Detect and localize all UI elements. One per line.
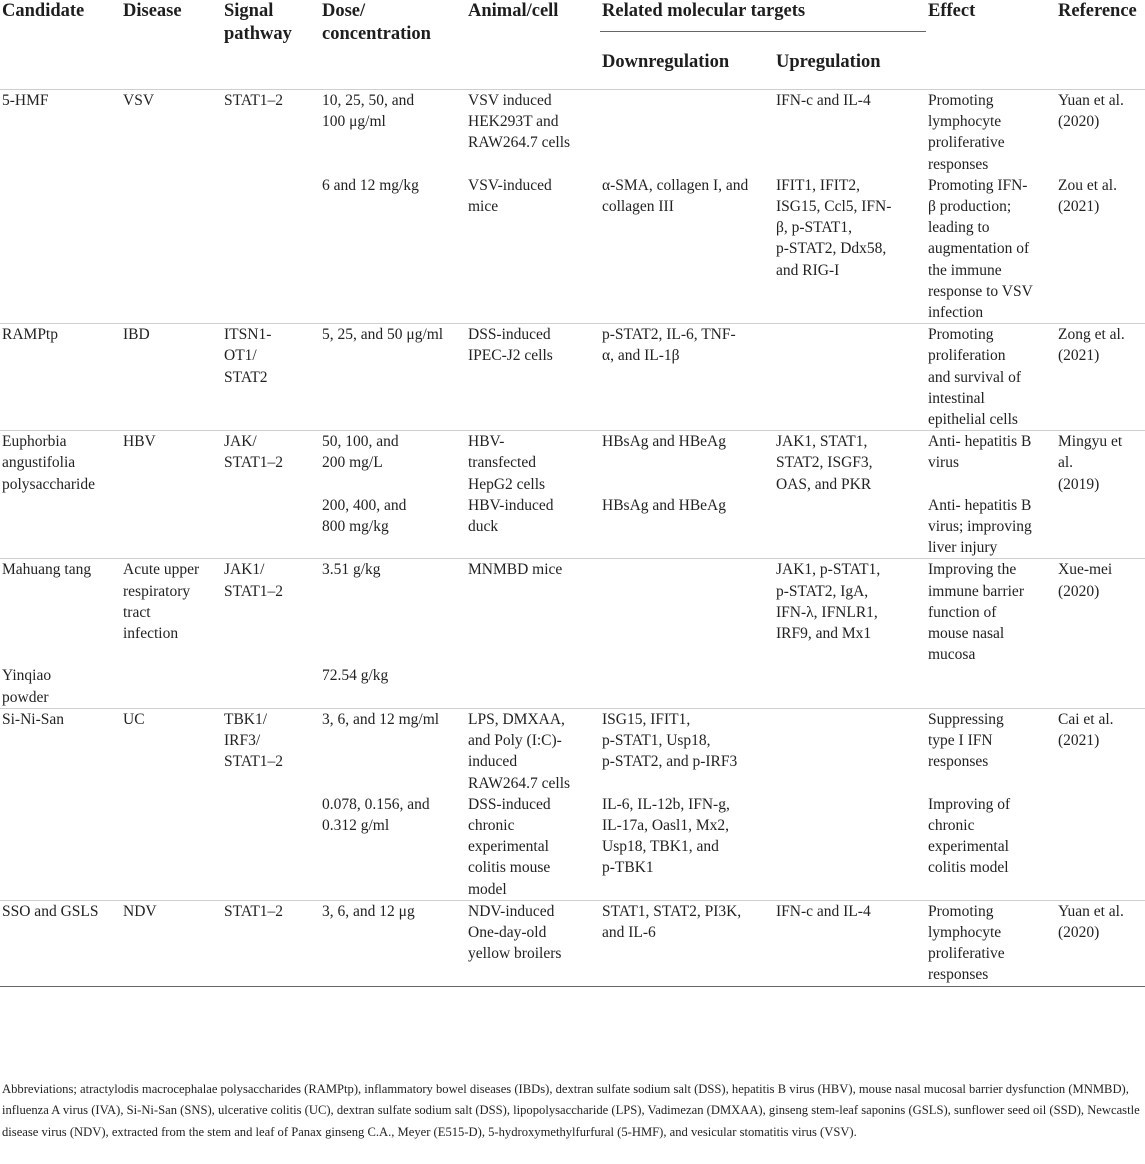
cell-up <box>774 900 926 986</box>
cell-candidate <box>0 794 121 901</box>
cell-effect <box>926 175 1056 324</box>
effect-line: epithelial cells <box>928 411 1018 429</box>
animal-line: and Poly (I:C)- <box>468 732 562 750</box>
effect-line: leading to <box>928 219 990 237</box>
down-line: α, and IL-1β <box>602 347 680 365</box>
up-line: JAK1, STAT1, <box>776 433 868 451</box>
animal-line: DSS-induced <box>468 795 551 813</box>
effect-line: virus; improving <box>928 518 1032 536</box>
effect-line: Promoting <box>928 92 994 109</box>
cell-reference <box>1056 900 1145 986</box>
table-row <box>0 794 1145 901</box>
cell-animal <box>466 90 600 175</box>
cell-up <box>774 665 926 708</box>
down-line: HBsAg and HBeAg <box>602 433 726 451</box>
effect-line: Promoting <box>928 326 994 344</box>
animal-line: DSS-induced <box>468 326 551 344</box>
down-line: p-TBK1 <box>602 859 654 877</box>
effect-line: Promoting IFN- <box>928 176 1028 194</box>
cell-effect <box>926 495 1056 559</box>
pathway-line: TBK1/ <box>224 710 268 728</box>
up-line: p-STAT2, Ddx58, <box>776 240 887 258</box>
animal-line: HBV- <box>468 433 505 451</box>
animal-line: mice <box>468 198 499 216</box>
effect-line: Promoting <box>928 902 994 920</box>
table-row <box>0 431 1145 495</box>
down-line: p-STAT2, IL-6, TNF- <box>602 326 736 344</box>
animal-line: HBV-induced <box>468 496 554 514</box>
table-row <box>0 708 1145 793</box>
cell-reference <box>1056 794 1145 901</box>
effect-line: proliferation <box>928 347 1006 365</box>
cell-up <box>774 324 926 431</box>
cell-effect <box>926 90 1056 175</box>
effect-line: Suppressing <box>928 710 1004 728</box>
cell-candidate <box>0 900 121 986</box>
cell-dose <box>320 175 466 324</box>
animal-line: VSV-induced <box>468 176 552 194</box>
cell-pathway <box>222 90 320 175</box>
effect-line: Improving the <box>928 561 1017 579</box>
effect-line: liver injury <box>928 539 998 557</box>
cell-reference <box>1056 665 1145 708</box>
table-row <box>0 324 1145 431</box>
reference-line: Xue-mei <box>1058 561 1113 579</box>
cell-pathway <box>222 175 320 324</box>
dose-line: 72.54 g/kg <box>322 667 389 685</box>
reference-line: (2020) <box>1058 923 1100 941</box>
cell-pathway <box>222 495 320 559</box>
cell-reference <box>1056 175 1145 324</box>
cell-pathway <box>222 665 320 708</box>
reference-line: (2020) <box>1058 582 1100 600</box>
cell-dose <box>320 431 466 495</box>
up-line: IFN-c and IL-4 <box>776 902 871 920</box>
reference-line: Zou et al. <box>1058 176 1117 194</box>
animal-line: HEK293T and <box>468 113 559 131</box>
animal-line: RAW264.7 cells <box>468 774 571 792</box>
pathway-line: STAT1–2 <box>224 582 284 600</box>
dose-line: 5, 25, and 50 μg/ml <box>322 326 444 344</box>
pathway-line: STAT1–2 <box>224 92 284 109</box>
candidate-line: 5-HMF <box>2 92 49 109</box>
animal-line: induced <box>468 753 518 771</box>
cell-dose <box>320 708 466 793</box>
cell-candidate <box>0 90 121 175</box>
dose-line: 3.51 g/kg <box>322 561 381 579</box>
cell-down <box>600 794 774 901</box>
cell-up <box>774 175 926 324</box>
animal-line: colitis mouse <box>468 859 551 877</box>
cell-disease <box>121 794 222 901</box>
cell-pathway <box>222 559 320 666</box>
cell-animal <box>466 708 600 793</box>
disease-line: tract <box>123 603 151 621</box>
animal-line: IPEC-J2 cells <box>468 347 553 365</box>
pathway-line: STAT1–2 <box>224 902 284 920</box>
effect-line: chronic <box>928 816 975 834</box>
effect-line: response to VSV <box>928 282 1033 300</box>
effect-line: the immune <box>928 261 1002 279</box>
candidate-line: RAMPtp <box>2 326 58 344</box>
cell-disease <box>121 559 222 666</box>
dose-line: 3, 6, and 12 mg/ml <box>322 710 440 728</box>
cell-reference <box>1056 90 1145 175</box>
animal-line: One-day-old <box>468 923 547 941</box>
cell-dose <box>320 90 466 175</box>
dose-line: 6 and 12 mg/kg <box>322 176 419 194</box>
cell-disease <box>121 495 222 559</box>
cell-animal <box>466 665 600 708</box>
reference-line: (2021) <box>1058 347 1100 365</box>
pathway-line: JAK1/ <box>224 561 265 579</box>
down-line: IL-17a, Oasl1, Mx2, <box>602 816 729 834</box>
cell-candidate <box>0 559 121 666</box>
cell-effect <box>926 324 1056 431</box>
animal-line: transfected <box>468 454 536 472</box>
up-line: IRF9, and Mx1 <box>776 625 872 643</box>
down-line: ISG15, IFIT1, <box>602 710 691 728</box>
effect-line: β production; <box>928 198 1012 216</box>
disease-line: UC <box>123 710 145 728</box>
cell-reference <box>1056 324 1145 431</box>
cell-candidate <box>0 495 121 559</box>
animal-line: MNMBD mice <box>468 561 563 579</box>
down-line: p-STAT2, and p-IRF3 <box>602 753 738 771</box>
candidate-line: angustifolia <box>2 454 76 472</box>
effect-line: Improving of <box>928 795 1011 813</box>
reference-line: Cai et al. <box>1058 710 1114 728</box>
effect-line: Anti- hepatitis B <box>928 496 1032 514</box>
candidate-line: Mahuang tang <box>2 561 92 579</box>
cell-candidate <box>0 324 121 431</box>
up-line: OAS, and PKR <box>776 475 872 493</box>
dose-line: 3, 6, and 12 μg <box>322 902 415 920</box>
cell-candidate <box>0 431 121 495</box>
cell-dose <box>320 900 466 986</box>
effect-line: lymphocyte <box>928 113 1002 131</box>
reference-line: Yuan et al. <box>1058 92 1124 109</box>
reference-line: (2021) <box>1058 732 1100 750</box>
table-footnote: Abbreviations; atractylodis macrocephalae polysaccharides (RAMPtp), inflammatory bowel diseases (IBDs), dextran sulfate sodium salt (DSS), hepatitis B virus (HBV), mouse nasal mucosal barrier dysfunction (MNMBD), influenza A virus (IVA), Si-Ni-San (SNS), ulcerative colitis (UC), dextran sulfate sodium salt (DSS), lipopolysaccharide (LPS), Vadimezan (DMXAA), ginseng stem-leaf saponins (GSLS), sunflower seed oil (SSD), Newcastle disease virus (NDV), extracted from the stem and leaf of Panax ginseng C.A., Meyer (E515-D), 5-hydroxymethylfurfural (5-HMF), and vesicular stomatitis virus (VSV). <box>2 1082 1140 1139</box>
effect-line: Anti- hepatitis B <box>928 433 1032 451</box>
cell-effect <box>926 665 1056 708</box>
animal-line: LPS, DMXAA, <box>468 710 565 728</box>
cell-up <box>774 794 926 901</box>
reference-line: (2021) <box>1058 198 1100 216</box>
cell-disease <box>121 900 222 986</box>
cell-animal <box>466 431 600 495</box>
effect-line: responses <box>928 155 989 173</box>
animal-line: chronic <box>468 816 515 834</box>
table-row <box>0 495 1145 559</box>
cell-animal <box>466 175 600 324</box>
header-downregulation: Downregulation <box>602 51 730 72</box>
down-line: and IL-6 <box>602 923 656 941</box>
cell-pathway <box>222 794 320 901</box>
effect-line: mouse nasal <box>928 625 1005 643</box>
candidate-line: Si-Ni-San <box>2 710 64 728</box>
up-line: p-STAT2, IgA, <box>776 582 869 600</box>
cell-dose <box>320 495 466 559</box>
cell-down <box>600 90 774 175</box>
dose-line: 200 mg/L <box>322 454 383 472</box>
up-line: β, p-STAT1, <box>776 219 852 237</box>
cell-effect <box>926 900 1056 986</box>
table-row <box>0 175 1145 324</box>
table-row <box>0 559 1145 666</box>
cell-effect <box>926 559 1056 666</box>
cell-dose <box>320 794 466 901</box>
pathway-line: STAT1–2 <box>224 454 284 472</box>
table-row <box>0 665 1145 708</box>
header-animal-cell: Animal/cell <box>468 1 559 21</box>
down-line: collagen III <box>602 198 674 216</box>
up-line: ISG15, Ccl5, IFN- <box>776 198 892 216</box>
cell-animal <box>466 324 600 431</box>
effect-line: proliferative <box>928 134 1005 152</box>
cell-down <box>600 431 774 495</box>
effect-line: virus <box>928 454 959 472</box>
animal-line: yellow broilers <box>468 945 562 963</box>
cell-down <box>600 559 774 666</box>
down-line: p-STAT1, Usp18, <box>602 732 711 750</box>
header-related-targets: Related molecular targets <box>600 0 926 31</box>
pathway-line: IRF3/ <box>224 732 261 750</box>
disease-line: IBD <box>123 326 150 344</box>
pathway-line: JAK/ <box>224 433 257 451</box>
dose-line: 0.078, 0.156, and <box>322 795 430 813</box>
header-effect: Effect <box>928 1 976 21</box>
cell-up <box>774 90 926 175</box>
disease-line: infection <box>123 625 179 643</box>
effect-line: experimental <box>928 838 1009 856</box>
cell-effect <box>926 431 1056 495</box>
cell-animal <box>466 900 600 986</box>
down-line: HBsAg and HBeAg <box>602 496 726 514</box>
animal-line: RAW264.7 cells <box>468 134 571 152</box>
cell-down <box>600 495 774 559</box>
effect-line: function of <box>928 603 997 621</box>
down-line: Usp18, TBK1, and <box>602 838 719 856</box>
effect-line: and survival of <box>928 368 1021 386</box>
cell-pathway <box>222 708 320 793</box>
cell-candidate <box>0 708 121 793</box>
cell-down <box>600 324 774 431</box>
effect-line: type I IFN <box>928 732 993 750</box>
animal-line: model <box>468 880 507 898</box>
header-dose: Dose/ concentration <box>322 1 431 44</box>
cell-down <box>600 900 774 986</box>
reference-line: Yuan et al. <box>1058 902 1124 920</box>
effect-line: proliferative <box>928 945 1005 963</box>
candidate-line: powder <box>2 688 49 706</box>
cell-reference <box>1056 431 1145 495</box>
up-line: STAT2, ISGF3, <box>776 454 873 472</box>
cell-animal <box>466 495 600 559</box>
cell-effect <box>926 794 1056 901</box>
animal-line: duck <box>468 518 499 536</box>
table-body <box>0 90 1145 987</box>
dose-line: 100 μg/ml <box>322 113 386 131</box>
cell-disease <box>121 175 222 324</box>
cell-up <box>774 708 926 793</box>
disease-line: HBV <box>123 433 156 451</box>
cell-disease <box>121 90 222 175</box>
up-line: JAK1, p-STAT1, <box>776 561 881 579</box>
cell-dose <box>320 324 466 431</box>
dose-line: 800 mg/kg <box>322 518 389 536</box>
effect-line: immune barrier <box>928 582 1024 600</box>
cell-dose <box>320 559 466 666</box>
cell-animal <box>466 794 600 901</box>
cell-pathway <box>222 900 320 986</box>
effect-line: colitis model <box>928 859 1009 877</box>
up-line: IFIT1, IFIT2, <box>776 176 860 194</box>
down-line: IL-6, IL-12b, IFN-g, <box>602 795 730 813</box>
effect-line: intestinal <box>928 389 985 407</box>
header-disease: Disease <box>123 1 182 21</box>
effect-line: mucosa <box>928 646 976 664</box>
cell-effect <box>926 708 1056 793</box>
disease-line: Acute upper <box>123 561 200 579</box>
animal-line: HepG2 cells <box>468 475 546 493</box>
effect-line: responses <box>928 966 989 984</box>
pathway-line: OT1/ <box>224 347 257 365</box>
cell-animal <box>466 559 600 666</box>
cell-reference <box>1056 559 1145 666</box>
reference-line: (2020) <box>1058 113 1100 131</box>
cell-disease <box>121 431 222 495</box>
disease-line: NDV <box>123 902 157 920</box>
up-line: IFN-c and IL-4 <box>776 92 871 109</box>
dose-line: 200, 400, and <box>322 496 407 514</box>
cell-up <box>774 495 926 559</box>
cell-dose <box>320 665 466 708</box>
cell-pathway <box>222 324 320 431</box>
table-row <box>0 900 1145 986</box>
cell-reference <box>1056 495 1145 559</box>
cell-down <box>600 665 774 708</box>
cell-up <box>774 431 926 495</box>
effect-line: responses <box>928 753 989 771</box>
cell-candidate <box>0 665 121 708</box>
animal-line: NDV-induced <box>468 902 555 920</box>
effect-line: lymphocyte <box>928 923 1002 941</box>
header-signal-pathway: Signal pathway <box>224 1 292 44</box>
candidate-line: Yinqiao <box>2 667 52 685</box>
reference-line: Zong et al. <box>1058 326 1125 344</box>
header-upregulation: Upregulation <box>776 51 881 72</box>
effect-line: augmentation of <box>928 240 1030 258</box>
dose-line: 50, 100, and <box>322 433 399 451</box>
animal-line: experimental <box>468 838 549 856</box>
pathway-line: STAT2 <box>224 368 268 386</box>
cell-reference <box>1056 708 1145 793</box>
cell-disease <box>121 665 222 708</box>
disease-line: VSV <box>123 92 155 109</box>
cell-up <box>774 559 926 666</box>
down-line: α-SMA, collagen I, and <box>602 176 749 194</box>
up-line: and RIG-I <box>776 261 840 279</box>
cell-pathway <box>222 431 320 495</box>
candidate-line: polysaccharide <box>2 475 95 493</box>
effect-line: infection <box>928 304 984 322</box>
header-candidate: Candidate <box>2 1 85 21</box>
cell-disease <box>121 324 222 431</box>
down-line: STAT1, STAT2, PI3K, <box>602 902 742 920</box>
candidate-line: SSO and GSLS <box>2 902 99 920</box>
animal-line: VSV induced <box>468 92 552 109</box>
header-reference: Reference <box>1058 1 1137 21</box>
disease-line: respiratory <box>123 582 191 600</box>
reference-line: (2019) <box>1058 475 1100 493</box>
cell-down <box>600 175 774 324</box>
up-line: IFN-λ, IFNLR1, <box>776 603 878 621</box>
dose-line: 10, 25, 50, and <box>322 92 415 109</box>
pathway-line: STAT1–2 <box>224 753 284 771</box>
candidate-line: Euphorbia <box>2 433 67 451</box>
pathway-line: ITSN1- <box>224 326 272 344</box>
cell-down <box>600 708 774 793</box>
table-row <box>0 90 1145 175</box>
cell-candidate <box>0 175 121 324</box>
reference-line: Mingyu et al. <box>1058 433 1123 472</box>
cell-disease <box>121 708 222 793</box>
dose-line: 0.312 g/ml <box>322 816 390 834</box>
